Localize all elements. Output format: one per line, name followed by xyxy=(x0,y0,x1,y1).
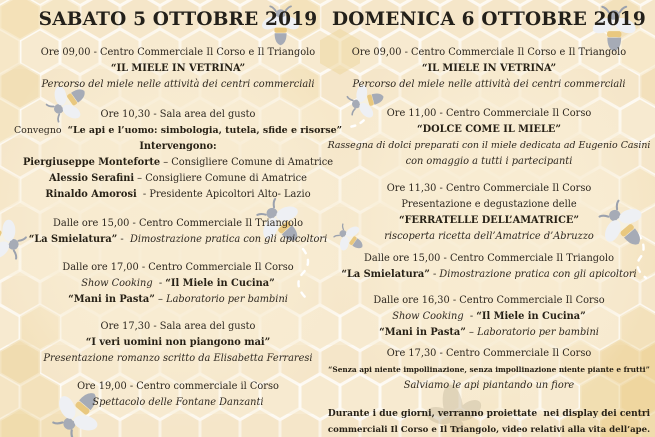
event-line: “La Smielatura” - Dimostrazione pratica con gli apicoltori xyxy=(28,234,328,245)
event-block xyxy=(326,293,652,341)
day-column-saturday xyxy=(12,6,344,411)
event-block xyxy=(326,181,652,245)
event-line: Show Cooking - “Il Miele in Cucina” xyxy=(392,311,586,322)
event-block xyxy=(12,379,344,411)
event-line: Percorso del miele nelle attività dei centri commerciali xyxy=(41,79,315,90)
event-line: Durante i due giorni, verranno proiettate nei display dei centri xyxy=(327,409,651,419)
event-line: con omaggio a tutti i partecipanti xyxy=(405,156,573,167)
event-line: Ore 10,30 - Sala area del gusto xyxy=(100,109,256,120)
event-line: Ore 11,00 - Centro Commerciale Il Corso xyxy=(386,108,592,119)
events-list xyxy=(12,45,344,411)
event-block xyxy=(12,45,344,93)
event-line: Salviamo le api piantando un fiore xyxy=(403,380,575,391)
event-block xyxy=(326,251,652,283)
event-line: Presentazione e degustazione delle xyxy=(401,199,577,210)
event-line: Dalle ore 16,30 - Centro Commerciale Il Corso xyxy=(373,295,605,306)
event-line: Percorso del miele nelle attività dei centri commerciali xyxy=(352,79,626,90)
event-line: “La Smielatura” - Dimostrazione pratica con gli apicoltori xyxy=(341,269,637,280)
event-block xyxy=(326,346,652,394)
event-block xyxy=(326,45,652,93)
day-column-sunday xyxy=(326,6,652,437)
event-block xyxy=(12,319,344,367)
event-line: Spettacolo delle Fontane Danzanti xyxy=(92,397,264,408)
event-line: Ore 17,30 - Sala area del gusto xyxy=(100,321,256,332)
event-line: Dalle ore 15,00 - Centro Commerciale Il Triangolo xyxy=(53,218,303,229)
event-line: “DOLCE COME IL MIELE” xyxy=(416,124,562,135)
event-line: “Mani in Pasta” – Laboratorio per bambini xyxy=(379,327,599,338)
event-line: Presentazione romanzo scritto da Elisabetta Ferraresi xyxy=(43,353,313,364)
event-line: “IL MIELE IN VETRINA” xyxy=(421,63,557,74)
event-block xyxy=(12,260,344,308)
event-line: “IL MIELE IN VETRINA” xyxy=(110,63,246,74)
events-list xyxy=(326,45,652,437)
event-line: commerciali Il Corso e Il Triangolo, video relativi alla vita dell’ape. xyxy=(327,425,651,435)
event-block xyxy=(12,107,344,203)
event-line: “Mani in Pasta” – Laboratorio per bambini xyxy=(68,294,288,305)
event-line: Alessio Serafini – Consigliere Comune di Amatrice xyxy=(49,173,307,184)
event-line: Ore 19,00 - Centro commerciale il Corso xyxy=(77,381,279,392)
event-line: Ore 17,30 - Centro Commerciale Il Corso xyxy=(386,348,592,359)
event-line: Ore 09,00 - Centro Commerciale Il Corso e Il Triangolo xyxy=(351,47,627,58)
day-title-sunday: DOMENICA 6 OTTOBRE 2019 xyxy=(332,9,646,30)
event-line: Ore 09,00 - Centro Commerciale Il Corso e Il Triangolo xyxy=(40,47,316,58)
event-line: “Senza api niente impollinazione, senza impollinazione niente piante e frutti” xyxy=(328,365,650,374)
event-block xyxy=(12,216,344,248)
footer-note xyxy=(326,406,652,437)
event-block xyxy=(326,106,652,170)
event-line: riscoperta ricetta dell’Amatrice d’Abruzzo xyxy=(384,231,594,242)
event-line: Piergiuseppe Monteforte – Consigliere Comune di Amatrice xyxy=(22,157,334,168)
event-line: Convegno “Le api e l’uomo: simbologia, tutela, sfide e risorse” xyxy=(13,125,343,136)
event-line: “I veri uomini non piangono mai” xyxy=(85,337,271,348)
event-line: Show Cooking - “Il Miele in Cucina” xyxy=(81,278,275,289)
event-line: “FERRATELLE DELL’AMATRICE” xyxy=(398,215,580,226)
event-line: Dalle ore 17,00 - Centro Commerciale Il Corso xyxy=(62,262,294,273)
event-line: Ore 11,30 - Centro Commerciale Il Corso xyxy=(386,183,592,194)
event-line: Dalle ore 15,00 - Centro Commerciale Il Triangolo xyxy=(364,253,614,264)
event-line: Intervengono: xyxy=(139,141,217,152)
event-line: Rinaldo Amorosi - Presidente Apicoltori Alto- Lazio xyxy=(45,189,311,200)
event-line: Rassegna di dolci preparati con il miele dedicata ad Eugenio Casini xyxy=(327,140,651,151)
day-title-saturday: SABATO 5 OTTOBRE 2019 xyxy=(38,9,318,30)
